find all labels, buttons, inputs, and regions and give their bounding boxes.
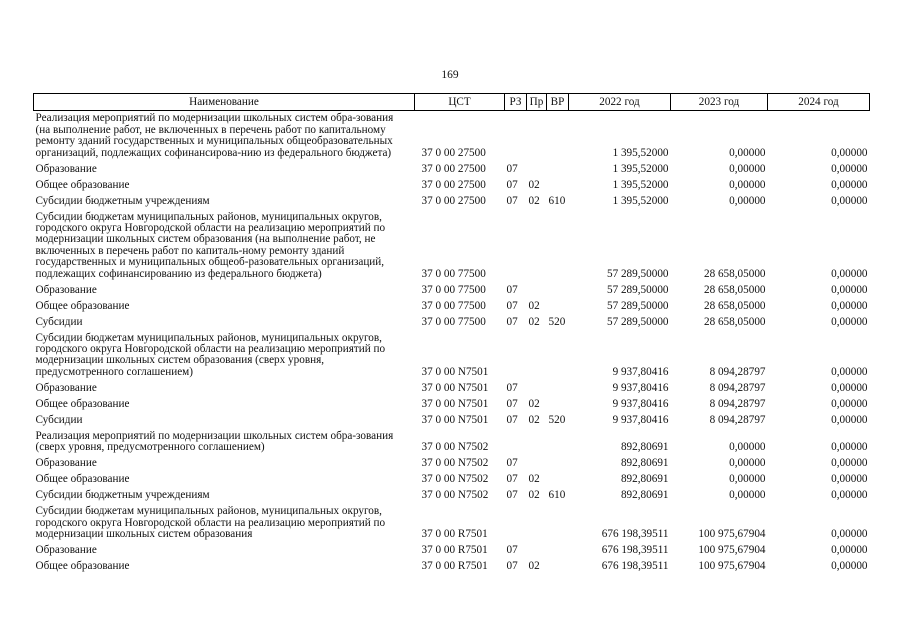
row-2022: 892,80691: [620, 441, 669, 454]
row-2024: 0,00000: [831, 457, 868, 470]
budget-table: [33, 93, 870, 575]
row-name: Субсидии бюджетам муниципальных районов, муниципальных округов, городского округа Новгородской области на реализацию мероприятий по модернизации школьных систем образования (на выполнение работ, не включенных в перечень работ по капиталь-ному ремонту зданий государственных и муниципальных общеоб-разовательных организаций, подлежащих софинансированию из федерального бюджета): [35, 210, 386, 280]
row-name: Реализация мероприятий по модернизации школьных систем обра-зования (на выполнение работ, не включенных в перечень работ по капитальному ремонту зданий государственных и муниципальных общеобразовательных организаций, подлежащих софинансирова-нию из федерального бюджета): [35, 112, 394, 159]
row-2024: 0,00000: [831, 543, 868, 556]
row-2023: 8 094,28797: [709, 397, 766, 410]
row-name: Образование: [35, 543, 97, 556]
row-rz: 07: [506, 489, 518, 502]
row-2022: 9 937,80416: [612, 397, 669, 410]
page-number: 169: [441, 69, 459, 81]
header-cst: ЦСТ: [415, 94, 505, 111]
row-vr: [547, 428, 569, 455]
header-2023: 2023 год: [671, 94, 768, 111]
row-2022: 1 395,52000: [612, 146, 669, 159]
row-cst: 37 0 00 27500: [421, 194, 486, 207]
table-row: [34, 412, 870, 428]
row-pr: [527, 543, 547, 559]
row-cst: 37 0 00 R7501: [421, 527, 488, 540]
row-2024: 0,00000: [831, 381, 868, 394]
row-cst: 37 0 00 77500: [421, 267, 486, 280]
row-name: Общее образование: [35, 178, 130, 191]
row-vr: [547, 282, 569, 298]
row-2023: 8 094,28797: [709, 365, 766, 378]
row-name: Образование: [35, 162, 97, 175]
row-cst: 37 0 00 R7501: [421, 543, 488, 556]
table-row: [34, 111, 870, 162]
row-rz: 07: [506, 381, 518, 394]
row-rz: 07: [506, 162, 518, 175]
row-pr: 02: [528, 397, 540, 410]
header-pr: Пр: [527, 94, 547, 111]
row-cst: 37 0 00 N7502: [421, 441, 489, 454]
row-vr: [547, 111, 569, 162]
row-2022: 9 937,80416: [612, 413, 669, 426]
row-2022: 676 198,39511: [601, 527, 669, 540]
row-vr: [547, 298, 569, 314]
table-row: [34, 456, 870, 472]
row-rz: 07: [506, 457, 518, 470]
row-rz: 07: [506, 299, 518, 312]
row-name: Субсидии бюджетам муниципальных районов, муниципальных округов, городского округа Новгородской области на реализацию мероприятий по модернизации школьных систем образования (сверх уровня, предусмотренного соглашением): [35, 331, 386, 378]
row-pr: 02: [528, 315, 540, 328]
row-cst: 37 0 00 27500: [421, 146, 486, 159]
row-name: Общее образование: [35, 397, 130, 410]
row-vr: [547, 161, 569, 177]
row-cst: 37 0 00 27500: [421, 162, 486, 175]
row-name: Образование: [35, 381, 97, 394]
row-vr: 520: [548, 413, 566, 426]
row-2023: 100 975,67904: [698, 543, 766, 556]
row-pr: [527, 282, 547, 298]
row-rz: [505, 111, 527, 162]
row-vr: [547, 472, 569, 488]
table-row: [34, 161, 870, 177]
row-rz: 07: [506, 397, 518, 410]
row-vr: [547, 177, 569, 193]
row-name: Субсидии бюджетам муниципальных районов, муниципальных округов, городского округа Новгородской области на реализацию мероприятий по модернизации школьных систем образования: [35, 505, 386, 540]
row-2024: 0,00000: [831, 283, 868, 296]
row-pr: [527, 456, 547, 472]
row-rz: 07: [506, 178, 518, 191]
table-row: [34, 177, 870, 193]
row-vr: [547, 396, 569, 412]
row-cst: 37 0 00 77500: [421, 299, 486, 312]
row-rz: 07: [506, 413, 518, 426]
row-cst: 37 0 00 R7501: [421, 559, 488, 572]
row-2024: 0,00000: [831, 162, 868, 175]
row-2024: 0,00000: [831, 559, 868, 572]
table-row: [34, 504, 870, 543]
header-2022: 2022 год: [569, 94, 671, 111]
row-cst: 37 0 00 77500: [421, 283, 486, 296]
row-pr: 02: [528, 413, 540, 426]
row-pr: 02: [528, 559, 540, 572]
row-cst: 37 0 00 N7502: [421, 489, 489, 502]
row-cst: 37 0 00 N7501: [421, 381, 489, 394]
row-2022: 892,80691: [620, 473, 669, 486]
row-2023: 28 658,05000: [703, 315, 766, 328]
row-rz: 07: [506, 315, 518, 328]
row-pr: [527, 428, 547, 455]
row-cst: 37 0 00 N7502: [421, 473, 489, 486]
row-2023: 8 094,28797: [709, 413, 766, 426]
row-2022: 57 289,50000: [606, 315, 669, 328]
table-row: [34, 380, 870, 396]
row-2024: 0,00000: [831, 473, 868, 486]
row-2022: 892,80691: [620, 489, 669, 502]
row-2022: 1 395,52000: [612, 178, 669, 191]
row-name: Образование: [35, 457, 97, 470]
row-2022: 57 289,50000: [606, 299, 669, 312]
row-vr: [547, 559, 569, 575]
row-cst: 37 0 00 N7501: [421, 365, 489, 378]
row-2023: 0,00000: [729, 441, 766, 454]
row-2023: 0,00000: [729, 194, 766, 207]
row-pr: 02: [528, 178, 540, 191]
row-rz: [505, 209, 527, 282]
row-2022: 1 395,52000: [612, 162, 669, 175]
row-vr: 610: [548, 194, 566, 207]
row-2023: 28 658,05000: [703, 299, 766, 312]
row-2024: 0,00000: [831, 489, 868, 502]
row-rz: 07: [506, 194, 518, 207]
table-body: [34, 111, 870, 575]
row-rz: [505, 504, 527, 543]
row-2024: 0,00000: [831, 365, 868, 378]
row-vr: [547, 456, 569, 472]
row-cst: 37 0 00 77500: [421, 315, 486, 328]
row-2022: 57 289,50000: [606, 283, 669, 296]
row-name: Субсидии: [35, 413, 83, 426]
row-pr: [527, 330, 547, 380]
row-name: Образование: [35, 283, 97, 296]
row-pr: 02: [528, 473, 540, 486]
header-2024: 2024 год: [768, 94, 870, 111]
row-pr: [527, 161, 547, 177]
row-cst: 37 0 00 N7501: [421, 413, 489, 426]
row-cst: 37 0 00 27500: [421, 178, 486, 191]
row-2023: 0,00000: [729, 473, 766, 486]
row-2022: 676 198,39511: [601, 543, 669, 556]
row-name: Реализация мероприятий по модернизации школьных систем обра-зования (сверх уровня, предусмотренного соглашением): [35, 429, 394, 454]
row-name: Общее образование: [35, 299, 130, 312]
row-2022: 1 395,52000: [612, 194, 669, 207]
row-2023: 100 975,67904: [698, 559, 766, 572]
row-2024: 0,00000: [831, 267, 868, 280]
row-2022: 9 937,80416: [612, 365, 669, 378]
table-row: [34, 282, 870, 298]
row-2023: 8 094,28797: [709, 381, 766, 394]
row-2022: 57 289,50000: [606, 267, 669, 280]
table-row: [34, 543, 870, 559]
row-rz: 07: [506, 559, 518, 572]
table-row: [34, 396, 870, 412]
row-pr: 02: [528, 489, 540, 502]
table-row: [34, 428, 870, 455]
row-pr: [527, 111, 547, 162]
row-2024: 0,00000: [831, 194, 868, 207]
row-2024: 0,00000: [831, 527, 868, 540]
table-row: [34, 209, 870, 282]
row-2024: 0,00000: [831, 315, 868, 328]
row-2022: 9 937,80416: [612, 381, 669, 394]
table-row: [34, 488, 870, 504]
header-name: Наименование: [34, 94, 415, 111]
row-vr: [547, 209, 569, 282]
row-2023: 100 975,67904: [698, 527, 766, 540]
row-rz: 07: [506, 473, 518, 486]
row-name: Общее образование: [35, 559, 130, 572]
row-2024: 0,00000: [831, 146, 868, 159]
row-2022: 892,80691: [620, 457, 669, 470]
row-2023: 0,00000: [729, 146, 766, 159]
table-row: [34, 298, 870, 314]
row-vr: 520: [548, 315, 566, 328]
row-cst: 37 0 00 N7501: [421, 397, 489, 410]
row-2023: 0,00000: [729, 489, 766, 502]
row-pr: 02: [528, 299, 540, 312]
row-pr: [527, 504, 547, 543]
row-2024: 0,00000: [831, 413, 868, 426]
row-pr: 02: [528, 194, 540, 207]
row-2023: 0,00000: [729, 162, 766, 175]
row-rz: 07: [506, 283, 518, 296]
header-rz: РЗ: [505, 94, 527, 111]
table-row: [34, 193, 870, 209]
row-2022: 676 198,39511: [601, 559, 669, 572]
row-rz: [505, 428, 527, 455]
table-row: [34, 330, 870, 380]
row-name: Общее образование: [35, 473, 130, 486]
row-pr: [527, 380, 547, 396]
row-2023: 0,00000: [729, 457, 766, 470]
row-name: Субсидии: [35, 315, 83, 328]
row-name: Субсидии бюджетным учреждениям: [35, 194, 210, 207]
row-vr: [547, 504, 569, 543]
row-pr: [527, 209, 547, 282]
row-2023: 0,00000: [729, 178, 766, 191]
row-vr: 610: [548, 489, 566, 502]
row-2024: 0,00000: [831, 441, 868, 454]
table-header-row: [34, 94, 870, 111]
table-row: [34, 472, 870, 488]
row-vr: [547, 380, 569, 396]
row-rz: [505, 330, 527, 380]
row-cst: 37 0 00 N7502: [421, 457, 489, 470]
row-2024: 0,00000: [831, 178, 868, 191]
row-2024: 0,00000: [831, 299, 868, 312]
row-vr: [547, 543, 569, 559]
header-vr: ВР: [547, 94, 569, 111]
row-vr: [547, 330, 569, 380]
row-name: Субсидии бюджетным учреждениям: [35, 489, 210, 502]
table-row: [34, 559, 870, 575]
row-rz: 07: [506, 543, 518, 556]
table-row: [34, 314, 870, 330]
row-2023: 28 658,05000: [703, 267, 766, 280]
row-2023: 28 658,05000: [703, 283, 766, 296]
row-2024: 0,00000: [831, 397, 868, 410]
